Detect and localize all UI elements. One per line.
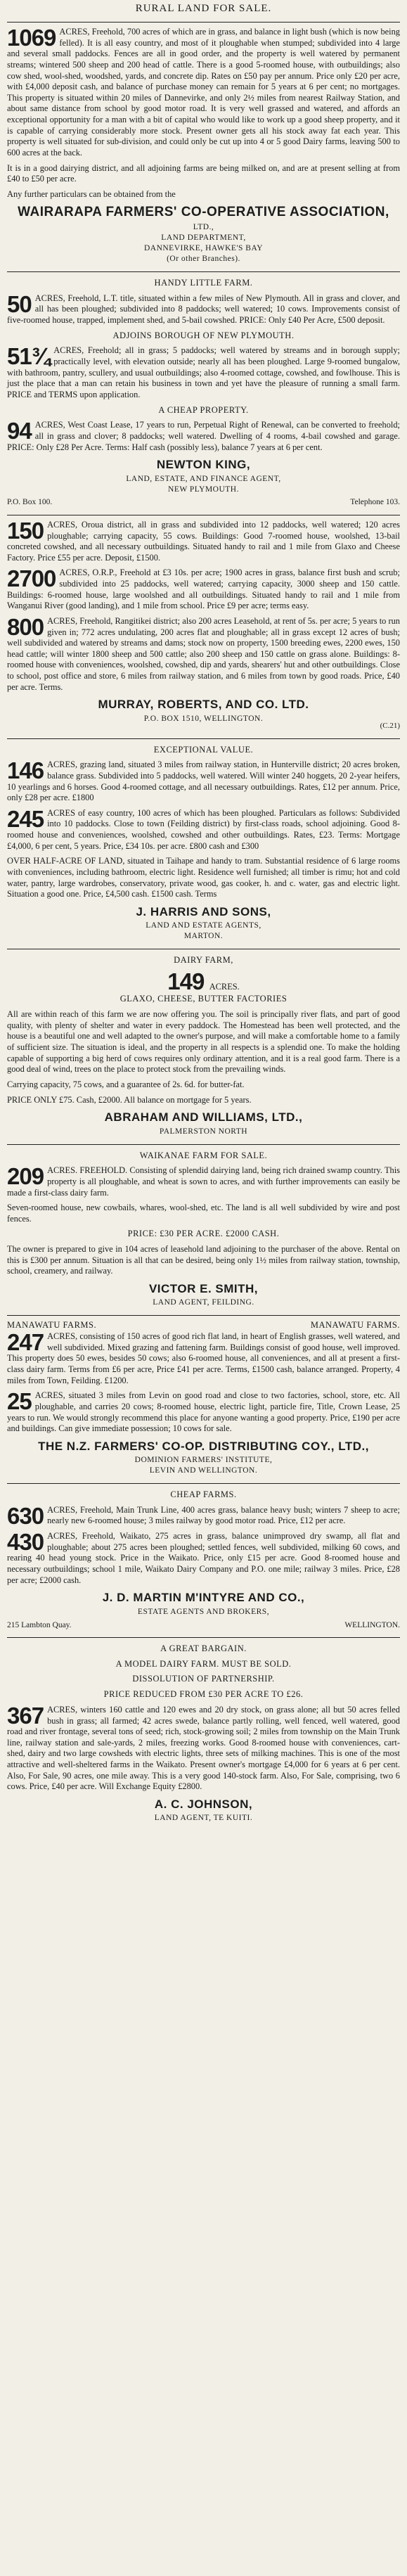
ad-j-harris [7, 738, 400, 949]
ad-murray-roberts [7, 515, 400, 738]
listing-acreage: 146 [7, 757, 44, 784]
listing-acreage: 94 [7, 418, 32, 444]
agent-name: THE N.Z. FARMERS' CO-OP. DISTRIBUTING COY., LTD., [38, 1439, 369, 1453]
listing-cash: £1800 [72, 793, 94, 803]
listing-245-acres [7, 805, 400, 852]
particulars-note: Any further particulars can be obtained from the [7, 188, 176, 199]
listing-heading: A CHEAP PROPERTY. [158, 404, 249, 415]
listing-430-acres [7, 1531, 400, 1586]
listing-description: ACRES. FREEHOLD. Consisting of splendid dairying land, being rich drained swamp country. This property is all ploughable, and wheat is sown to acres, and with further improvements can easily be made a first-class dairy farm. [7, 1165, 400, 1198]
listing-heading: DISSOLUTION OF PARTNERSHIP. [132, 1674, 275, 1684]
agent-name: A. C. JOHNSON, [154, 1797, 253, 1811]
listing-acreage: 50 [7, 290, 32, 317]
listing-acreage: 51¾ [7, 343, 51, 370]
listing-acreage: 800 [7, 613, 44, 640]
listing-acres-label: ACRES. [209, 981, 240, 992]
listing-heading: ADJOINS BOROUGH OF NEW PLYMOUTH. [112, 330, 295, 340]
agent-name: MURRAY, ROBERTS, AND CO. LTD. [98, 698, 309, 712]
agent-name: WAIRARAPA FARMERS' CO-OPERATIVE ASSOCIATION, [18, 205, 389, 220]
listing-heading: WAIKANAE FARM FOR SALE. [139, 1150, 268, 1160]
district-note: It is in a good dairying district, and all adjoining farms are being milked on, and are at present selling at from £40 to £50 per acre. [7, 162, 400, 184]
listing-description: ACRES, West Coast Lease, 17 years to run, Perpetual Right of Renewal, can be converted to freehold; all in grass and clover; 8 paddocks; well watered. Dwelling of 4 rooms, 4-bail cowshed and garage. PRICE: Only £28 Per Acre. Terms: Half cash (possibly less), balance 7 years at 6 per cent. [7, 420, 400, 452]
agent-box: P.O. BOX 1510, WELLINGTON. [143, 714, 264, 723]
agent-name: J. D. MARTIN M'INTYRE AND CO., [102, 1591, 305, 1605]
listing-acreage: 2700 [7, 565, 56, 592]
address-row [7, 1620, 400, 1630]
listing-description: ACRES, Freehold, L.T. title, situated within a few miles of New Plymouth. All in grass and clover, and all has been ploughed; subdivided into 8 paddocks; well watered; 10 cows. Improvements consist of five-roomed house, trapped, implement shed, and 5-bail cowshed. PRICE: Only £40 Per Acre, £500 deposit. [7, 293, 400, 326]
listing-acreage: 245 [7, 805, 44, 832]
listing-description: All are within reach of this farm we are now offering you. The soil is principally river flats, and part of good quality, with plenty of shelter and water in every paddock. The Homestead has been well protected, and the house is a beautiful one and well adapted to the owner's purpose, and will make a comfortable home to a family of sufficient size. The situation is ideal, and the property in all respects is a splendid one. To make the holding capable of supporting a big herd of cows requires only ordinary attention, and it is a real good farm. There is a good deal of wind, trees on the place to protect stock from the prevailing winds. [7, 1009, 400, 1075]
listing-acreage: 25 [7, 1388, 32, 1415]
listing-heading: HANDY LITTLE FARM. [154, 278, 253, 288]
listing-buildings: Seven-roomed house, new cowbails, whares, wool-shed, etc. The land is all well subdivided by wire and post fences. [7, 1203, 400, 1224]
listing-cash: £1500 cash. Terms [151, 889, 217, 899]
listing-acreage: 367 [7, 1702, 44, 1729]
listing-1069-acres [7, 27, 400, 159]
listing-price: PRICE: £30 PER ACRE. £2000 CASH. [127, 1229, 280, 1239]
listing-heading: PRICE REDUCED FROM £30 PER ACRE TO £26. [103, 1689, 304, 1700]
agent-role: LAND AND ESTATE AGENTS, [146, 921, 261, 930]
listing-acreage: 149 [167, 968, 205, 994]
listing-price: PRICE ONLY £75. Cash, £2000. All balance on mortgage for 5 years. [7, 1094, 252, 1105]
page-header: RURAL LAND FOR SALE. [135, 3, 272, 14]
listing-leasehold-note: The owner is prepared to give in 104 acres of leasehold land adjoining to the purchaser of the above. Rental on this is £300 per annum. Situation is all that can be desired, being only 1½ miles from railway station, township, school, creamery, and railway. [7, 1244, 400, 1276]
telephone: Telephone 103. [350, 498, 400, 507]
listing-description: ACRES, situated 3 miles from Levin on good road and close to two factories, school, store, etc. All ploughable, and carries 20 cows; 8-roomed house, electric light, particle fire, Title, Crown Lease, 25 years to run. We would strongly recommend this place for anyone wanting a good property. Price, £190 per acre and buildings. Can give immediate possession; 10 cows for sale. [7, 1390, 400, 1434]
listing-209-acres [7, 1165, 400, 1198]
listing-description: ACRES, Freehold; all in grass; 5 paddocks; well watered by streams and in borough supply; practically level, with elevation outside; nearly all has been ploughed. Large 9-roomed bungalow, with bathroom, pantry, scullery, and usual outbuildings; also 4-roomed cottage, cowshed, and fowlhouse. This is just the place that a man can retain his business in town and yet have the pleasure of running a small farm. PRICE and TERMS upon application. [7, 345, 400, 399]
agent-role: LAND AGENT, TE KUITI. [154, 1814, 253, 1823]
listing-description: ACRES, O.R.P., Freehold at £3 10s. per acre; 1900 acres in grass, balance first bush and scrub; subdivided into 25 paddocks, well watered; carrying capacity, 3000 sheep and 150 cattle. Buildings: 6-roomed house, large woolshed and all outbuildings. Situated handy to rail and 1 mile from Wanganui River (good landing), and 1 mile from school. Price £9 per acre; terms easy. [7, 568, 400, 611]
ad-newton-king [7, 271, 400, 515]
listing-800-acres [7, 613, 400, 693]
agent-name: ABRAHAM AND WILLIAMS, LTD., [104, 1110, 303, 1124]
agent-department: LAND DEPARTMENT, [161, 233, 246, 243]
listing-50-acres [7, 290, 400, 326]
agent-role: LAND AGENT, FEILDING. [153, 1298, 254, 1307]
listing-description: ACRES, Freehold, Waikato, 275 acres in grass, balance unimproved dry swamp, all flat and ploughable; about 275 acres been ploughed; settled fences, well subdivided, milking 60 cows, and rearing 40 head young stock. Price in the Waikato. Price, only £15 per acre. Good 8-roomed house and necessary outbuildings; school 1 mile, Waikato Dairy Company and P.O. one mile; railway 3 miles. Price, £28 per acre; £2000 cash. [7, 1531, 400, 1585]
listing-description: ACRES, Freehold, 700 acres of which are in grass, and balance in light bush (which is now being felled). It is all easy country, and most of it ploughable when stumped; subdivided into 4 large and several small paddocks. Fences are all in good order, and the property is well watered by permanent streams; wintered 500 sheep and 200 head of cattle. There is a good 5-roomed house, with outbuildings; also cow shed, wool-shed, woodshed, yards, and concrete dip. Rates on £50 pay per annum. Price only £20 per acre, with £4,000 deposit cash, and balance of purchase money can remain for 5 years at 6 per cent; no mortgages. This property is situated within 20 miles of Dannevirke, and only 2½ miles from nearest Railway Station, and about same distance from school by good motor road. It is very well grassed and watered, and affords an exceptional opportunity for a man with a bit of capital who would like to work up a good sheep property, and it is capable of carrying considerably more stock. Present owner gets all his stock away fat each year. This property is well situated for sub-division, and could only be cut up into 4 or 5 good Dairy farms, leaving 500 to 600 acres at the back. [7, 27, 400, 158]
listing-description: ACRES of easy country, 100 acres of which has been ploughed. Particulars as follows: Subdivided into 10 paddocks. Close to town (Feilding district) by first-class roads, school adjoining. Good 8-roomed house and conveniences, woolshed, cowshed and other outbuildings. Rates, £23. Terms: Mortgage £4,000, 6 per cent, 5 years. Price, £34 10s. per acre. [7, 807, 400, 851]
ad-victor-smith [7, 1144, 400, 1316]
listing-heading: A MODEL DAIRY FARM. MUST BE SOLD. [115, 1658, 292, 1669]
listing-630-acres [7, 1502, 400, 1529]
contact-row [7, 497, 400, 507]
listing-capacity: Carrying capacity, 75 cows, and a guarantee of 2s. 6d. for butter-fat. [7, 1079, 245, 1089]
listing-description: ACRES, grazing land, situated 3 miles from railway station, in Hunterville district; 20 acres broken, balance grass. Subdivided into 5 paddocks, well watered. Will winter 240 hoggets, 20 2-year heifers, 10 yearlings and 6 horses. Good 4-roomed cottage, and all necessary outbuildings. Rates, £12 per annum. Price, only £28 per acre. [7, 760, 400, 803]
listing-description: ACRES, Freehold, Main Trunk Line, 400 acres grass, balance heavy bush; winters 7 sheep to acre; nearly new 6-roomed house; 3 miles railway by good motor road. Price, £12 per acre. [47, 1504, 400, 1526]
listing-acreage: 209 [7, 1163, 44, 1190]
listing-25-acres [7, 1390, 400, 1435]
listing-94-acres [7, 420, 400, 453]
heading-left: MANAWATU FARMS. [7, 1320, 97, 1331]
ad-wairarapa-farmers [7, 22, 400, 271]
listing-2700-acres [7, 565, 400, 612]
listing-heading: GLAXO, CHEESE, BUTTER FACTORIES [119, 994, 288, 1004]
listing-cash: £800 cash and £300 [189, 840, 259, 851]
agent-name: J. HARRIS AND SONS, [136, 904, 271, 918]
agent-address: 215 Lambton Quay. [7, 1620, 72, 1629]
listing-half-acre [7, 856, 400, 900]
listing-description: ACRES, winters 160 cattle and 120 ewes and 20 dry stock, on grass alone; all but 50 acres felled bush in grass; all farmed; 42 acres swede, balance partly rolling, well fenced, well watered, good road and river frontage, several tons of seed; rich, stock-growing soil; 2 miles from township on the Main Trunk line, railway station and sale-yards, 2 miles, freezing works. Good 8-roomed house with conveniences, cart-shed, dairy and two large cowsheds with electric lights, three sets of milking machines. This is one of the most attractive and well-sheltered farms in the Waikato. Present owner's mortgage £4,000 for 6 years at 6 per cent. Also, For Sale, 90 acres, one mile away. This is a very good 140-stock farm. Also, For Sale, comprising, two 6 cows. Price, £40 per acre. Will Exchange Equity £2800. [7, 1704, 400, 1792]
listing-51-acres [7, 345, 400, 400]
agent-role: ESTATE AGENTS AND BROKERS, [137, 1607, 270, 1616]
listing-description: ACRES, consisting of 150 acres of good rich flat land, in heart of English grasses, well watered, and well subdivided. Mixed grazing and fattening farm. Buildings consist of good house, well improved. This property does 50 ewes, besides 50 cows; also 6-roomed house, all conveniences, and all at present a first-class dairy farm. Terms from £6 per acre, Price £41 per acre. Terms, £1500 cash, balance arranged. Property, 4 miles from Town, Feilding. £1200. [7, 1331, 400, 1385]
ad-abraham-williams [7, 949, 400, 1143]
agent-town: NEW PLYMOUTH. [168, 485, 239, 494]
po-box: P.O. Box 100. [7, 498, 53, 507]
listing-heading: DAIRY FARM, [174, 955, 233, 966]
reference-code: (C.21) [380, 721, 400, 730]
listing-description: ACRES, Freehold, Rangitikei district; also 200 acres Leasehold, at rent of 5s. per acre; 5 years to run given in; 772 acres undulating, 200 acres flat and ploughable; all in grass except 12 acres of bush; well subdivided and watered by streams and dams; stock now on property, 1500 breeding ewes, 2200 ewes, 150 head cattle; will winter 1800 sheep and 500 cattle; also 200 sheep and 150 cattle on grass alone. Buildings: 8-roomed house with conveniences, woolshed, cowshed, dip and yards, shearers' hut and other outbuildings. Close to school, post office and store, 6 miles from railway station, and 6 miles from town by good roads. Price, £40 per acre. Terms. [7, 615, 400, 692]
agent-name: VICTOR E. SMITH, [148, 1282, 259, 1296]
agent-town: LEVIN AND WELLINGTON. [149, 1466, 258, 1475]
listing-acreage: 630 [7, 1502, 44, 1529]
agent-ltd: LTD., [193, 223, 214, 232]
agent-town: PALMERSTON NORTH [159, 1127, 248, 1136]
agent-name: NEWTON KING, [156, 458, 251, 472]
agent-role: LAND, ESTATE, AND FINANCE AGENT, [126, 474, 281, 483]
listing-description: ACRES, Oroua district, all in grass and subdivided into 12 paddocks, well watered; 120 acres ploughable; carrying capacity, 55 cows. Buildings: Good 7-roomed house, woolshed, 13-bail concreted cowshed, and all necessary outbuildings. Situated handy to rail and 1 mile from Glaxo and Cheese Factory. Price £55 per acre. Deposit, £1500. [7, 519, 400, 563]
listing-acreage: 1069 [7, 25, 56, 51]
section-heading [7, 1320, 400, 1331]
agent-branches: (Or other Branches). [167, 255, 240, 264]
listing-description: OVER HALF-ACRE OF LAND, situated in Taihape and handy to tram. Substantial residence of 6 large rooms with conveniences, including bathroom, electric light. Residence well furnished; all timber is rimu; hot and cold water, pantry, large wardrobes, conservatory, private wood, gas cooker, h. and c. water, gas and electric light. Situation a good one. Price, £4,500 cash. [7, 856, 400, 899]
ad-ac-johnson [7, 1637, 400, 1831]
ad-jd-martin-mintyre [7, 1483, 400, 1637]
listing-heading: EXCEPTIONAL VALUE. [153, 744, 254, 755]
agent-town: MARTON. [183, 932, 224, 941]
listing-heading: A GREAT BARGAIN. [160, 1643, 247, 1653]
ad-nz-farmers-coop [7, 1315, 400, 1483]
heading-right: MANAWATU FARMS. [310, 1320, 400, 1331]
listing-149-acres [7, 970, 400, 993]
agent-place: DANNEVIRKE, HAWKE'S BAY [143, 244, 264, 253]
listing-367-acres [7, 1702, 400, 1793]
listing-acreage: 430 [7, 1529, 44, 1556]
agent-town: WELLINGTON. [344, 1620, 400, 1629]
listing-acreage: 150 [7, 517, 44, 544]
listing-150-acres [7, 517, 400, 564]
listing-heading: CHEAP FARMS. [170, 1489, 237, 1500]
listing-acreage: 247 [7, 1329, 44, 1356]
listing-247-acres [7, 1331, 400, 1386]
listing-146-acres [7, 757, 400, 804]
agent-role: DOMINION FARMERS' INSTITUTE, [134, 1456, 273, 1465]
